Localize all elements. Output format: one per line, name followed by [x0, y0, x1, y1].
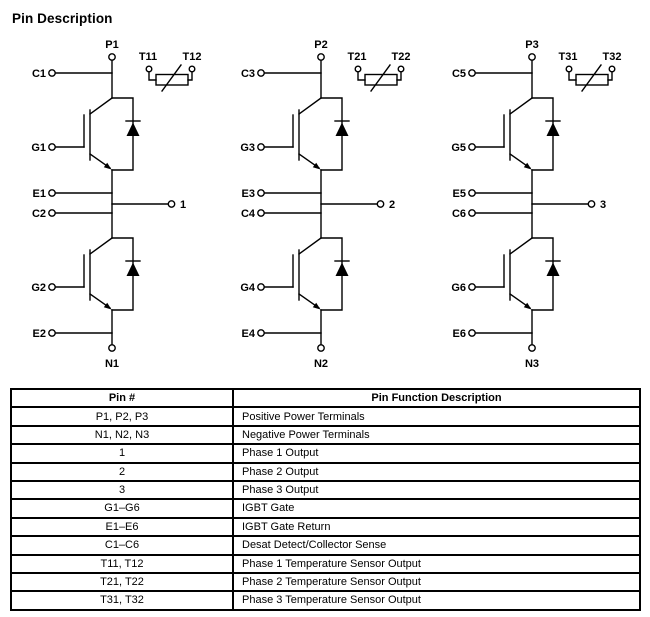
desc-cell: Phase 1 Temperature Sensor Output	[233, 555, 640, 573]
collector-sense-top-label: C5	[451, 68, 466, 80]
emitter-bottom-label: E4	[241, 328, 255, 340]
pin-cell: C1–C6	[11, 536, 233, 554]
negative-terminal-label: N2	[313, 358, 329, 370]
temp-sensor-left-label: T11	[138, 51, 158, 63]
temp-sensor-right-label: T22	[391, 51, 411, 63]
temp-sensor-left-label: T31	[558, 51, 578, 63]
temp-sensor-left-label: T21	[347, 51, 367, 63]
pin-cell: 2	[11, 463, 233, 481]
table-row	[11, 536, 640, 554]
igbt-halfbridge-symbol	[469, 54, 615, 351]
gate-bottom-label: G6	[451, 282, 466, 294]
desc-cell: Positive Power Terminals	[233, 407, 640, 425]
phase-output-label: 3	[600, 199, 607, 211]
igbt-module-phase-3	[451, 39, 621, 370]
table-row	[11, 481, 640, 499]
table-header-row	[11, 389, 640, 407]
collector-sense-bottom-label: C2	[31, 208, 46, 220]
collector-sense-top-label: C1	[31, 68, 46, 80]
emitter-top-label: E1	[32, 188, 46, 200]
gate-top-label: G3	[240, 142, 255, 154]
gate-top-label: G1	[31, 142, 46, 154]
igbt-halfbridge-symbol	[258, 54, 404, 351]
collector-sense-bottom-label: C4	[240, 208, 255, 220]
phase-output-label: 1	[180, 199, 187, 211]
collector-sense-bottom-label: C6	[451, 208, 466, 220]
pin-cell: 1	[11, 444, 233, 462]
pin-cell: T21, T22	[11, 573, 233, 591]
desc-cell: Phase 3 Temperature Sensor Output	[233, 591, 640, 609]
desc-cell: IGBT Gate Return	[233, 518, 640, 536]
pin-number-header: Pin #	[11, 389, 233, 407]
positive-terminal-label: P2	[314, 39, 328, 51]
pin-cell: E1–E6	[11, 518, 233, 536]
table-row	[11, 499, 640, 517]
pin-cell: T11, T12	[11, 555, 233, 573]
table-row	[11, 407, 640, 425]
desc-cell: Negative Power Terminals	[233, 426, 640, 444]
negative-terminal-label: N1	[104, 358, 120, 370]
igbt-module-phase-2	[240, 39, 410, 370]
table-row	[11, 591, 640, 609]
table-row	[11, 573, 640, 591]
temp-sensor-right-label: T32	[602, 51, 622, 63]
emitter-bottom-label: E6	[452, 328, 466, 340]
positive-terminal-label: P1	[105, 39, 119, 51]
gate-bottom-label: G2	[31, 282, 46, 294]
temp-sensor-right-label: T12	[182, 51, 202, 63]
gate-bottom-label: G4	[240, 282, 255, 294]
desc-cell: IGBT Gate	[233, 499, 640, 517]
emitter-top-label: E3	[241, 188, 255, 200]
table-row	[11, 518, 640, 536]
emitter-top-label: E5	[452, 188, 466, 200]
desc-cell: Phase 3 Output	[233, 481, 640, 499]
gate-top-label: G5	[451, 142, 466, 154]
negative-terminal-label: N3	[524, 358, 540, 370]
page-title: Pin Description	[12, 11, 113, 26]
table-row	[11, 463, 640, 481]
pin-function-header: Pin Function Description	[233, 389, 640, 407]
table-row	[11, 426, 640, 444]
igbt-halfbridge-symbol	[49, 54, 195, 351]
pin-cell: T31, T32	[11, 591, 233, 609]
pin-cell: 3	[11, 481, 233, 499]
phase-output-label: 2	[389, 199, 396, 211]
pin-cell: P1, P2, P3	[11, 407, 233, 425]
positive-terminal-label: P3	[525, 39, 539, 51]
desc-cell: Phase 2 Temperature Sensor Output	[233, 573, 640, 591]
pin-cell: G1–G6	[11, 499, 233, 517]
desc-cell: Desat Detect/Collector Sense	[233, 536, 640, 554]
collector-sense-top-label: C3	[240, 68, 255, 80]
table-row	[11, 444, 640, 462]
pin-cell: N1, N2, N3	[11, 426, 233, 444]
emitter-bottom-label: E2	[32, 328, 46, 340]
desc-cell: Phase 1 Output	[233, 444, 640, 462]
pin-function-table	[10, 388, 641, 611]
table-row	[11, 555, 640, 573]
igbt-module-phase-1	[31, 39, 201, 370]
desc-cell: Phase 2 Output	[233, 463, 640, 481]
